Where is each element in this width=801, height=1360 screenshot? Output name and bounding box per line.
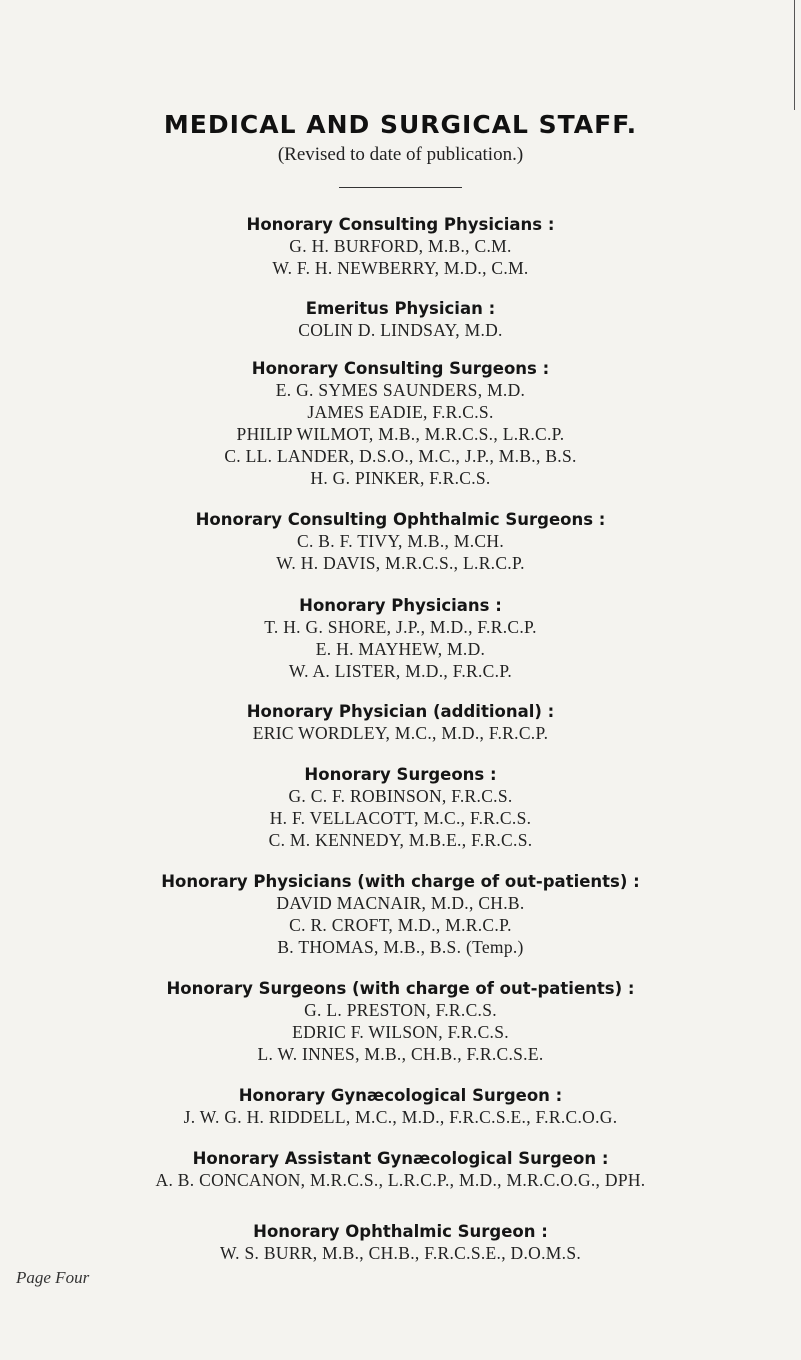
section-heading: Honorary Physician (additional) : — [246, 702, 555, 721]
staff-entry: H. G. PINKER, F.R.C.S. — [310, 468, 491, 488]
section-heading: Honorary Assistant Gynæcological Surgeon : — [192, 1149, 609, 1168]
staff-entry: G. C. F. ROBINSON, F.R.C.S. — [288, 786, 513, 806]
staff-entry: W. A. LISTER, M.D., F.R.C.P. — [288, 661, 513, 681]
staff-entry: A. B. CONCANON, M.R.C.S., L.R.C.P., M.D., M.R.C.O.G., DPH. — [155, 1170, 646, 1190]
section-heading: Honorary Surgeons (with charge of out-patients) : — [166, 979, 635, 998]
section-heading: Honorary Gynæcological Surgeon : — [238, 1086, 563, 1105]
section-physicians-out-patients — [0, 871, 801, 958]
section-consulting-physicians — [0, 214, 801, 279]
staff-entry: E. G. SYMES SAUNDERS, M.D. — [275, 380, 526, 400]
page-number: Page Four — [16, 1268, 90, 1287]
section-heading: Honorary Consulting Ophthalmic Surgeons : — [195, 510, 606, 529]
staff-entry: PHILIP WILMOT, M.B., M.R.C.S., L.R.C.P. — [236, 424, 565, 444]
staff-entry: DAVID MACNAIR, M.D., CH.B. — [276, 893, 525, 913]
staff-entry: JAMES EADIE, F.R.C.S. — [307, 402, 494, 422]
staff-entry: W. S. BURR, M.B., CH.B., F.R.C.S.E., D.O.M.S. — [219, 1243, 582, 1263]
staff-entry: EDRIC F. WILSON, F.R.C.S. — [292, 1022, 509, 1042]
staff-entry: H. F. VELLACOTT, M.C., F.R.C.S. — [269, 808, 532, 828]
staff-entry: C. LL. LANDER, D.S.O., M.C., J.P., M.B., B.S. — [224, 446, 577, 466]
section-assistant-gynaecological-surgeon — [0, 1148, 801, 1191]
section-heading: Honorary Consulting Surgeons : — [251, 359, 550, 378]
section-gynaecological-surgeon — [0, 1085, 801, 1128]
staff-entry: ERIC WORDLEY, M.C., M.D., F.R.C.P. — [252, 723, 549, 743]
section-consulting-surgeons — [0, 358, 801, 489]
section-heading: Honorary Physicians : — [299, 596, 502, 615]
section-surgeons-out-patients — [0, 978, 801, 1065]
staff-entry: C. B. F. TIVY, M.B., M.CH. — [296, 531, 505, 551]
staff-entry: COLIN D. LINDSAY, M.D. — [298, 320, 503, 340]
staff-entry: W. F. H. NEWBERRY, M.D., C.M. — [272, 258, 529, 278]
section-honorary-physician-additional — [0, 701, 801, 744]
staff-entry: G. L. PRESTON, F.R.C.S. — [304, 1000, 497, 1020]
staff-entry: G. H. BURFORD, M.B., C.M. — [289, 236, 512, 256]
section-honorary-surgeons — [0, 764, 801, 851]
section-heading: Honorary Surgeons : — [304, 765, 497, 784]
staff-entry: T. H. G. SHORE, J.P., M.D., F.R.C.P. — [264, 617, 537, 637]
staff-entry: J. W. G. H. RIDDELL, M.C., M.D., F.R.C.S.E., F.R.C.O.G. — [183, 1107, 618, 1127]
divider-rule — [339, 187, 462, 188]
page-edge-line — [794, 0, 795, 110]
section-heading: Emeritus Physician : — [305, 299, 496, 318]
section-heading: Honorary Ophthalmic Surgeon : — [253, 1222, 548, 1241]
staff-entry: E. H. MAYHEW, M.D. — [315, 639, 486, 659]
staff-entry: B. THOMAS, M.B., B.S. (Temp.) — [277, 937, 524, 957]
section-emeritus-physician — [0, 298, 801, 341]
page-title: MEDICAL AND SURGICAL STAFF. — [163, 110, 638, 139]
section-honorary-physicians — [0, 595, 801, 682]
staff-entry: W. H. DAVIS, M.R.C.S., L.R.C.P. — [276, 553, 525, 573]
staff-entry: C. M. KENNEDY, M.B.E., F.R.C.S. — [268, 830, 533, 850]
section-ophthalmic-surgeon — [0, 1221, 801, 1264]
section-heading: Honorary Physicians (with charge of out-patients) : — [161, 872, 640, 891]
staff-entry: C. R. CROFT, M.D., M.R.C.P. — [289, 915, 512, 935]
section-heading: Honorary Consulting Physicians : — [246, 215, 555, 234]
section-consulting-ophthalmic-surgeons — [0, 509, 801, 574]
staff-entry: L. W. INNES, M.B., CH.B., F.R.C.S.E. — [257, 1044, 544, 1064]
page-subtitle: (Revised to date of publication.) — [277, 144, 524, 165]
